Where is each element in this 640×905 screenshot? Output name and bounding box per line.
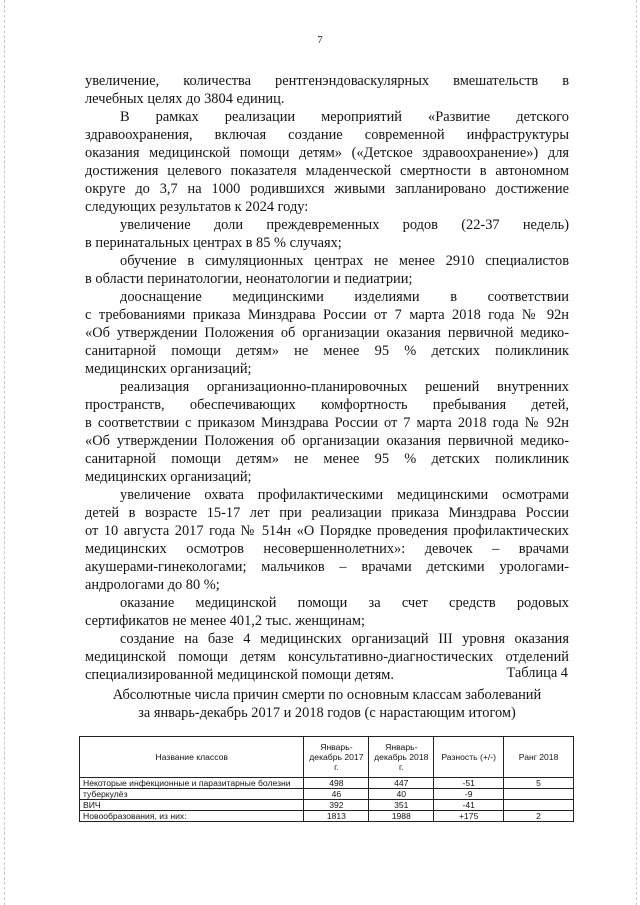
cell-2018: 1988 xyxy=(369,811,434,822)
list-item-start: реализация организационно-планировочных решений внутренних xyxy=(120,379,569,395)
cell-rank xyxy=(504,800,574,811)
body-line: медицинских организаций; xyxy=(85,361,252,377)
scan-edge-left xyxy=(4,0,5,905)
body-line: детей в возрасте 15-17 лет при реализации приказа Минздрава России xyxy=(85,505,569,521)
body-line: пространств, обеспечивающих комфортность пребывания детей, xyxy=(85,397,569,413)
page-number: 7 xyxy=(317,34,323,46)
cell-2017: 392 xyxy=(304,800,369,811)
body-line: достижения целевого показателя младенческой смертности в автономном xyxy=(85,163,569,179)
body-line: акушерами-гинекологами; мальчиков – врачами детскими урологами- xyxy=(85,559,569,575)
scan-edge-right xyxy=(636,0,637,905)
list-item-start: создание на базе 4 медицинских организаций III уровня оказания xyxy=(120,631,569,647)
cell-rank xyxy=(504,789,574,800)
mortality-table xyxy=(79,736,574,822)
body-line: следующих результатов к 2024 году: xyxy=(85,199,309,215)
table-row xyxy=(80,778,574,789)
cell-2018: 351 xyxy=(369,800,434,811)
body-line: в перинатальных центрах в 85 % случаях; xyxy=(85,235,342,251)
cell-2018: 40 xyxy=(369,789,434,800)
body-line: в соответствии с приказом Минздрава России от 7 марта 2018 года № 92н xyxy=(85,415,569,431)
body-line: увеличение, количества рентгенэндоваскулярных вмешательств в xyxy=(85,73,569,89)
table-header-row xyxy=(80,737,574,778)
cell-difference: -51 xyxy=(434,778,504,789)
body-line: здравоохранения, включая создание современной инфраструктуры xyxy=(85,127,569,143)
cell-difference: +175 xyxy=(434,811,504,822)
body-line: санитарной помощи детям» не менее 95 % детских поликлиник xyxy=(85,451,569,467)
table-row xyxy=(80,800,574,811)
cell-rank: 2 xyxy=(504,811,574,822)
table-caption-line: за январь-декабрь 2017 и 2018 годов (с нарастающим итогом) xyxy=(138,705,516,721)
cell-difference: -41 xyxy=(434,800,504,811)
table-label: Таблица 4 xyxy=(506,665,568,681)
body-line: оказания медицинской помощи детям» («Детское здравоохранение») для xyxy=(85,145,569,161)
column-header-difference: Разность (+/-) xyxy=(434,737,504,778)
column-header-2017: Январь-декабрь 2017 г. xyxy=(304,737,369,778)
list-item-start: увеличение охвата профилактическими медицинскими осмотрами xyxy=(120,487,569,503)
list-item-start: увеличение доли преждевременных родов (22-37 недель) xyxy=(120,217,569,233)
cell-2017: 46 xyxy=(304,789,369,800)
body-line: санитарной помощи детям» не менее 95 % детских поликлиник xyxy=(85,343,569,359)
cell-difference: -9 xyxy=(434,789,504,800)
cell-rank: 5 xyxy=(504,778,574,789)
body-line: лечебных целях до 3804 единиц. xyxy=(85,91,285,107)
cell-2018: 447 xyxy=(369,778,434,789)
column-header-2018: Январь-декабрь 2018 г. xyxy=(369,737,434,778)
cell-class-name: Новообразования, из них: xyxy=(80,811,304,822)
body-line: от 10 августа 2017 года № 514н «О Порядке проведения профилактических xyxy=(85,523,569,539)
cell-class-name: ВИЧ xyxy=(80,800,304,811)
paragraph-start: В рамках реализации мероприятий «Развитие детского xyxy=(120,109,569,125)
cell-2017: 498 xyxy=(304,778,369,789)
table-row xyxy=(80,811,574,822)
body-line: округе до 3,7 на 1000 родившихся живыми запланировано достижение xyxy=(85,181,569,197)
cell-class-name: туберкулёз xyxy=(80,789,304,800)
cell-2017: 1813 xyxy=(304,811,369,822)
column-header-class-name: Название классов xyxy=(80,737,304,778)
list-item-start: оказание медицинской помощи за счет средств родовых xyxy=(120,595,569,611)
list-item-start: дооснащение медицинскими изделиями в соответствии xyxy=(120,289,569,305)
list-item-start: обучение в симуляционных центрах не менее 2910 специалистов xyxy=(120,253,569,269)
table-caption-line: Абсолютные числа причин смерти по основным классам заболеваний xyxy=(112,687,542,703)
body-line: «Об утверждении Положения об организации оказания первичной медико- xyxy=(85,325,569,341)
column-header-rank: Ранг 2018 xyxy=(504,737,574,778)
cell-class-name: Некоторые инфекционные и паразитарные болезни xyxy=(80,778,304,789)
body-line: в области перинатологии, неонатологии и педиатрии; xyxy=(85,271,413,287)
body-line: специализированной медицинской помощи детям. xyxy=(85,667,394,683)
body-line: медицинских организаций; xyxy=(85,469,252,485)
body-line: сертификатов не менее 401,2 тыс. женщинам; xyxy=(85,613,366,629)
body-line: медицинских осмотров несовершеннолетних»: девочек – врачами xyxy=(85,541,569,557)
body-line: медицинской помощи детям консультативно-диагностических отделений xyxy=(85,649,569,665)
body-line: «Об утверждении Положения об организации оказания первичной медико- xyxy=(85,433,569,449)
body-line: андрологами до 80 %; xyxy=(85,577,220,593)
table-row xyxy=(80,789,574,800)
body-line: с требованиями приказа Минздрава России от 7 марта 2018 года № 92н xyxy=(85,307,569,323)
